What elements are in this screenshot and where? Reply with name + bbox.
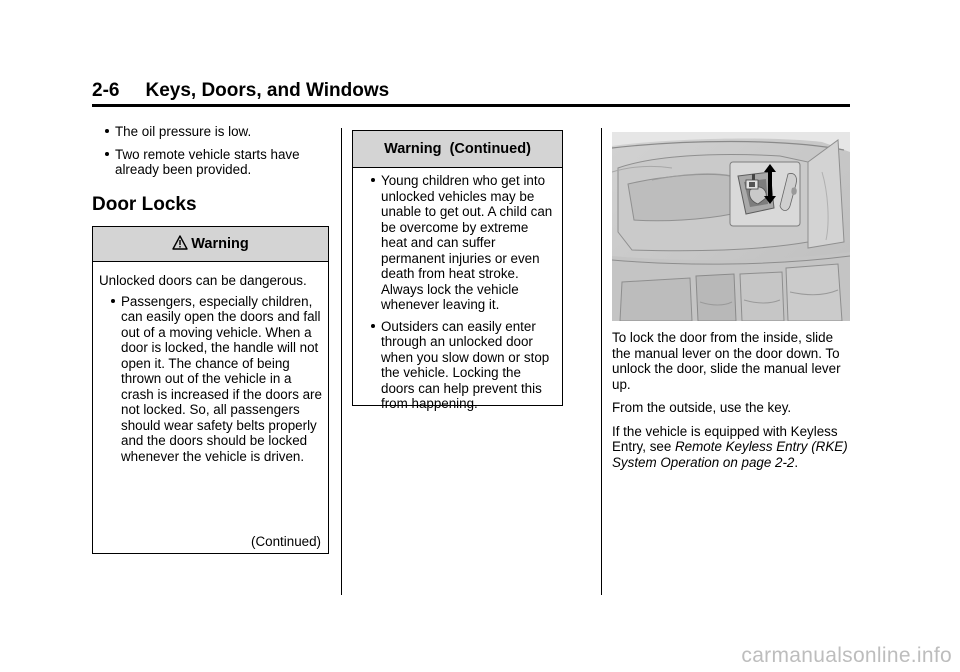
- continued-label: (Continued): [251, 534, 321, 549]
- paragraph-lock-inside: To lock the door from the inside, slide the manual lever on the door down. To unlock the door, slide the manual lever up.: [612, 330, 841, 392]
- warning-title: Warning: [191, 236, 249, 252]
- keyless-text: If the vehicle is equipped with Keyless Entry, see: [612, 423, 838, 454]
- intro-bullet-list: [93, 124, 328, 185]
- list-item: Passengers, especially children, can easily open the doors and fall out of a moving vehicle. When a door is locked, the handle will not open it. The chance of being thrown out of the vehicle in a crash is increased if the doors are not locked. So, all passengers should wear safety belts properly and the doors should be locked whenever the vehicle is driven.: [99, 294, 322, 465]
- header-rule: [92, 104, 850, 107]
- column-divider-2: [601, 128, 602, 595]
- warning-title: Warning (Continued): [384, 141, 531, 157]
- section-title: Door Locks: [92, 194, 197, 215]
- page-number: 2-6: [92, 80, 120, 101]
- warning-body: [93, 262, 328, 464]
- warning-intro: Unlocked doors can be dangerous.: [99, 273, 307, 288]
- list-item: The oil pressure is low.: [93, 124, 328, 140]
- watermark: carmanualsonline.info: [741, 644, 952, 667]
- warning-box: [92, 226, 329, 554]
- cross-reference-link[interactable]: Remote Keyless Entry (RKE) System Operation on page 2-2: [612, 439, 848, 470]
- keyless-end: .: [794, 454, 799, 470]
- warning-triangle-icon: [172, 235, 188, 250]
- paragraph-outside: From the outside, use the key.: [612, 400, 792, 415]
- paragraph-keyless: [612, 424, 852, 471]
- door-lock-illustration: [612, 132, 850, 321]
- instructions-text: [612, 330, 852, 478]
- warning-box-continued: [352, 130, 563, 411]
- chapter-title: Keys, Doors, and Windows: [145, 80, 390, 101]
- warning-header: [353, 131, 562, 168]
- warning-header: [93, 227, 328, 262]
- page-header: [92, 78, 850, 104]
- warning-body: [353, 168, 562, 412]
- list-item: Outsiders can easily enter through an unlocked door when you slow down or stop the vehicle. Locking the doors can help prevent this from happening.: [359, 319, 556, 412]
- column-divider-1: [341, 128, 342, 595]
- list-item: Young children who get into unlocked vehicles may be unable to get out. A child can be overcome by extreme heat and can suffer permanent injuries or even death from heat stroke. Always lock the vehicle whenever leaving it.: [359, 173, 556, 313]
- list-item: Two remote vehicle starts have already been provided.: [93, 147, 328, 178]
